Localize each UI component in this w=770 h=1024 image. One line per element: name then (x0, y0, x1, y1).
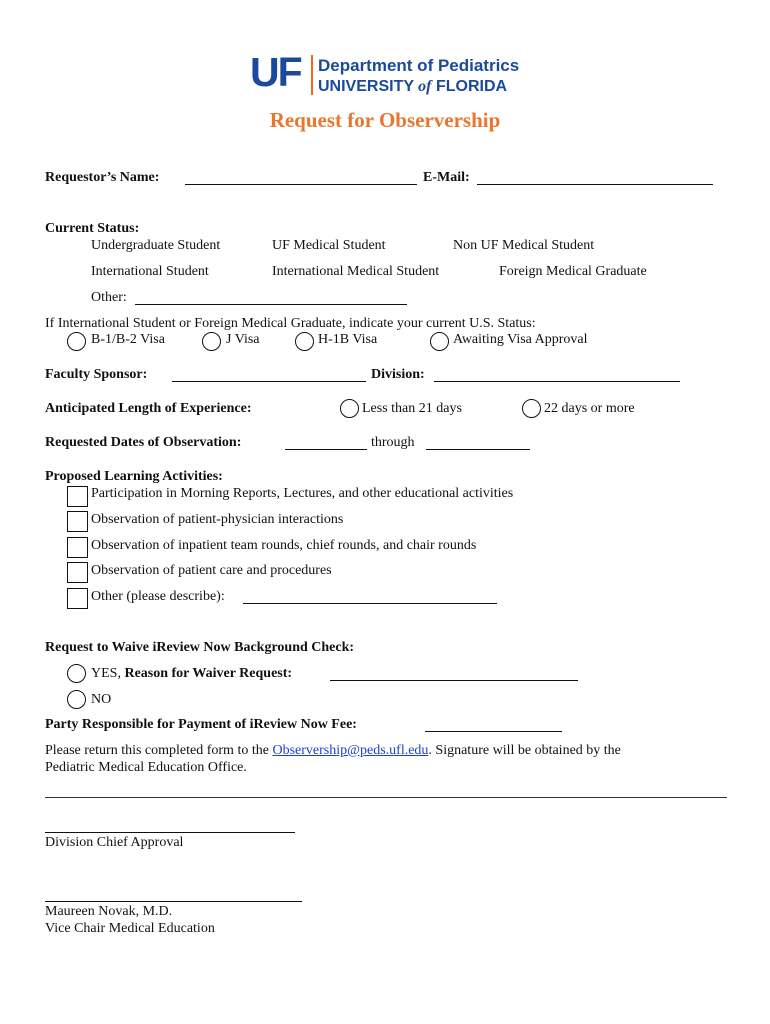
return-note: Please return this completed form to the Observership@peds.ufl.edu. Signature will be obtained by the (45, 743, 621, 758)
division-field[interactable] (434, 369, 680, 382)
waiver-label: Request to Waive iReview Now Background Check: (45, 640, 355, 655)
activity-label: Observation of patient-physician interactions (91, 512, 344, 527)
signatory-name: Maureen Novak, M.D. (45, 904, 173, 919)
activity-label: Observation of inpatient team rounds, chief rounds, and chair rounds (91, 538, 477, 553)
visa-option-label: Awaiting Visa Approval (453, 332, 588, 347)
activity-checkbox[interactable] (67, 588, 88, 609)
payment-field[interactable] (425, 719, 562, 732)
visa-h1b-radio[interactable] (295, 332, 314, 351)
date-end-field[interactable] (426, 437, 530, 450)
current-status-label: Current Status: (45, 221, 140, 236)
uf-logo-mark: UF (250, 49, 301, 95)
payment-label: Party Responsible for Payment of iReview Now Fee: (45, 717, 357, 732)
visa-awaiting-radio[interactable] (430, 332, 449, 351)
activity-other-field[interactable] (243, 591, 497, 604)
activity-checkbox[interactable] (67, 537, 88, 558)
status-option: International Medical Student (272, 264, 440, 279)
waiver-reason-field[interactable] (330, 668, 578, 681)
vice-chair-signature-line[interactable] (45, 889, 302, 902)
email-label: E-Mail: (423, 170, 470, 185)
division-chief-signature-line[interactable] (45, 820, 295, 833)
visa-b1b2-radio[interactable] (67, 332, 86, 351)
waiver-yes-label: YES, Reason for Waiver Request: (91, 666, 293, 681)
date-start-field[interactable] (285, 437, 367, 450)
status-option: Undergraduate Student (91, 238, 221, 253)
activities-label: Proposed Learning Activities: (45, 469, 223, 484)
visa-option-label: J Visa (226, 332, 260, 347)
dates-label: Requested Dates of Observation: (45, 435, 242, 450)
activity-checkbox[interactable] (67, 486, 88, 507)
status-other-label: Other: (91, 290, 127, 305)
length-under-21-radio[interactable] (340, 399, 359, 418)
division-chief-label: Division Chief Approval (45, 835, 184, 850)
requestor-name-label: Requestor’s Name: (45, 170, 160, 185)
activity-label: Other (please describe): (91, 589, 225, 604)
email-field[interactable] (477, 172, 713, 185)
length-22-plus-radio[interactable] (522, 399, 541, 418)
visa-prompt: If International Student or Foreign Medical Graduate, indicate your current U.S. Status: (45, 316, 536, 331)
division-label: Division: (371, 367, 425, 382)
observership-email-link[interactable]: Observership@peds.ufl.edu (272, 743, 429, 758)
activity-label: Observation of patient care and procedures (91, 563, 332, 578)
university-name: UNIVERSITY of FLORIDA (318, 78, 508, 95)
waiver-no-radio[interactable] (67, 690, 86, 709)
status-other-field[interactable] (135, 292, 407, 305)
activity-checkbox[interactable] (67, 511, 88, 532)
status-option: UF Medical Student (272, 238, 386, 253)
length-option-label: 22 days or more (544, 401, 635, 416)
form-title: Request for Observership (269, 108, 501, 132)
dates-through-label: through (371, 435, 415, 450)
visa-j-radio[interactable] (202, 332, 221, 351)
waiver-yes-radio[interactable] (67, 664, 86, 683)
status-option: Foreign Medical Graduate (499, 264, 647, 279)
return-note-line2: Pediatric Medical Education Office. (45, 760, 247, 775)
signatory-role: Vice Chair Medical Education (45, 921, 215, 936)
length-option-label: Less than 21 days (362, 401, 462, 416)
status-option: Non UF Medical Student (453, 238, 595, 253)
faculty-sponsor-field[interactable] (172, 369, 366, 382)
length-label: Anticipated Length of Experience: (45, 401, 252, 416)
faculty-sponsor-label: Faculty Sponsor: (45, 367, 148, 382)
visa-option-label: H-1B Visa (318, 332, 378, 347)
status-option: International Student (91, 264, 209, 279)
activity-checkbox[interactable] (67, 562, 88, 583)
activity-label: Participation in Morning Reports, Lectures, and other educational activities (91, 486, 514, 501)
requestor-name-field[interactable] (185, 172, 417, 185)
logo-divider (311, 55, 313, 95)
section-divider (45, 797, 727, 798)
waiver-no-label: NO (91, 692, 112, 707)
department-name: Department of Pediatrics (318, 56, 520, 75)
visa-option-label: B-1/B-2 Visa (91, 332, 165, 347)
